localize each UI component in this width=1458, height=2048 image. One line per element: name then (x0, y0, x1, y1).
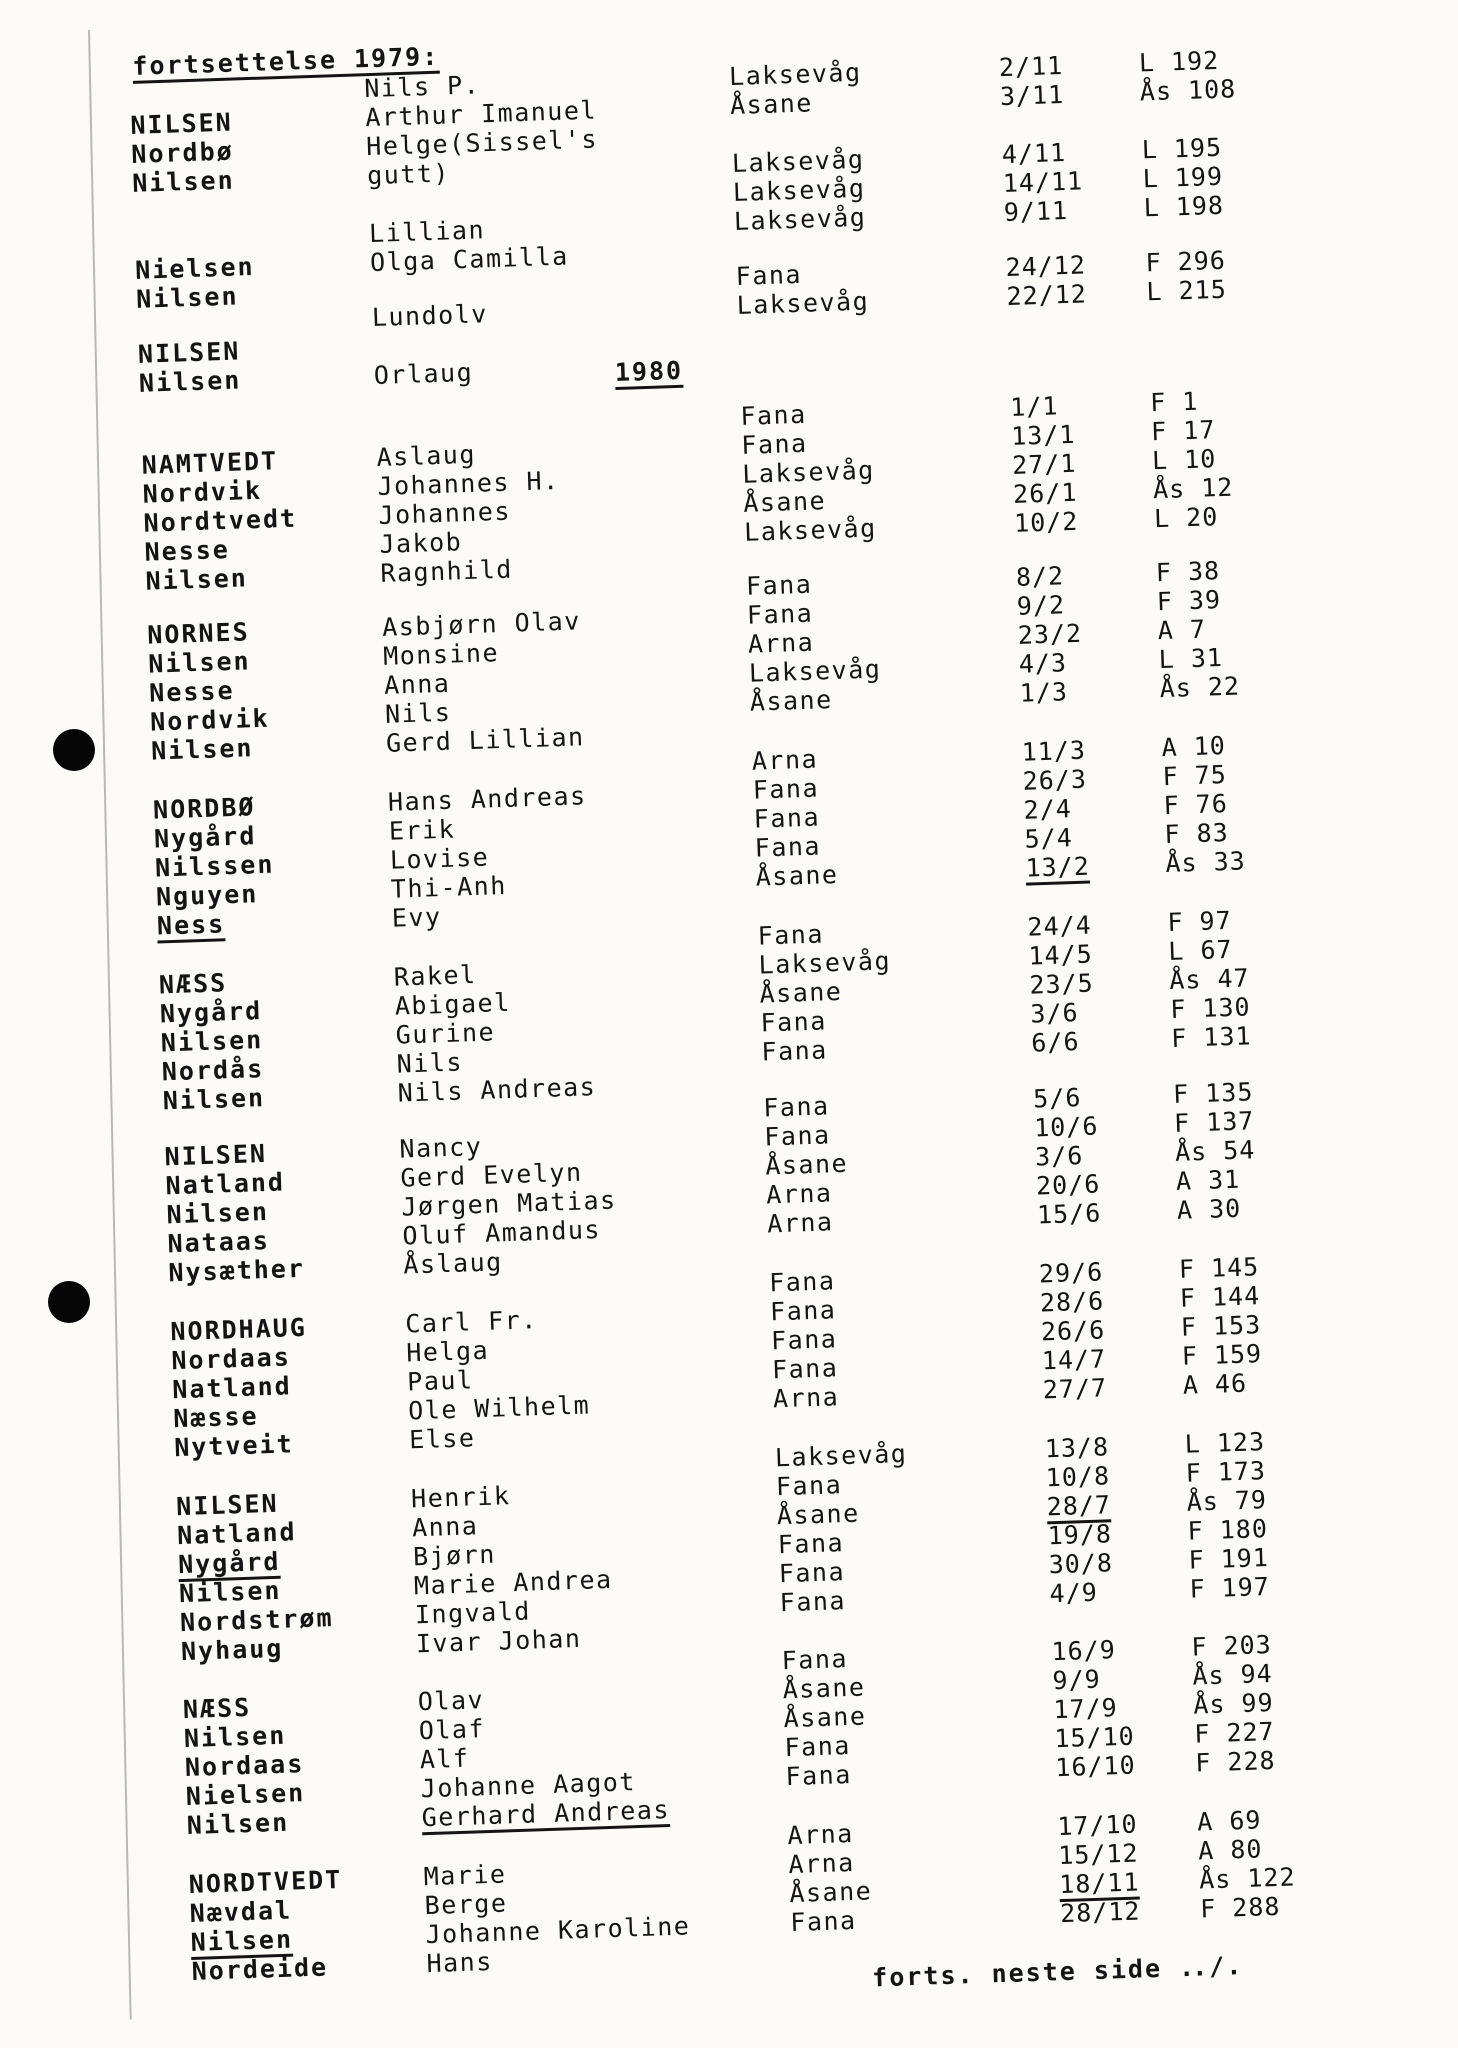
entry-surname: NILSEN (129, 107, 234, 140)
entry-register-ref: Ås 94 (1191, 1658, 1274, 1691)
entry-surname: Nilsen (178, 1575, 282, 1609)
entry-date: 26/3 (1022, 764, 1088, 796)
entry-register-ref: F 191 (1188, 1543, 1270, 1575)
entry-parish: Arna (787, 1818, 855, 1851)
entry-date: 9/2 (1016, 590, 1066, 621)
entry-register-ref: A 46 (1182, 1368, 1248, 1400)
entry-given-name: Else (408, 1423, 476, 1455)
entry-parish: Arna (787, 1847, 856, 1880)
entry-parish: Åsane (783, 1701, 867, 1734)
entry-given-name: Jakob (378, 527, 463, 559)
entry-given-name: Gerd Evelyn (400, 1157, 583, 1193)
entry-surname: Nilsen (190, 1925, 293, 1960)
entry-surname: Nordvik (142, 475, 263, 509)
entry-parish: Åsane (782, 1672, 866, 1705)
entry-given-name: Johannes H. (377, 465, 561, 501)
entry-surname: Nordaas (170, 1342, 292, 1376)
entry-date: 26/1 (1012, 477, 1078, 509)
heading-year-1980: 1980 (614, 356, 683, 390)
entry-parish: Laksevåg (743, 513, 878, 547)
entry-register-ref: A 7 (1157, 614, 1207, 646)
entry-surname: Nilssen (154, 849, 275, 883)
entry-register-ref: L 10 (1151, 444, 1217, 476)
entry-register-ref: F 83 (1164, 817, 1230, 850)
entry-given-name: Gerd Lillian (385, 722, 586, 758)
entry-register-ref: F 197 (1189, 1571, 1271, 1604)
entry-parish: Fana (762, 1091, 831, 1123)
footer-continued-text: forts. neste side . (871, 1952, 1197, 1993)
entry-surname: Nysæther (168, 1253, 306, 1288)
footer-continued-mark: ./. (1191, 1951, 1244, 1982)
entry-parish: Åsane (749, 685, 834, 717)
page-edge-line (88, 30, 132, 2020)
entry-given-name: Helga (405, 1335, 490, 1368)
entry-register-ref: L 20 (1153, 502, 1219, 534)
entry-parish: Laksevåg (728, 57, 862, 92)
entry-parish: Arna (747, 627, 815, 659)
entry-surname: NILSEN (137, 336, 241, 369)
entry-given-name: Olaf (418, 1714, 486, 1746)
entry-register-ref: Ås 12 (1152, 472, 1234, 505)
entry-register-ref: F 135 (1172, 1077, 1254, 1109)
entry-register-ref: F 144 (1179, 1281, 1261, 1313)
heading-continuation-1979: fortsettelse 1979: (132, 42, 440, 84)
entry-parish: Fana (785, 1759, 853, 1792)
entry-register-ref: F 76 (1163, 788, 1229, 821)
entry-parish: Arna (765, 1178, 833, 1210)
entry-register-ref: Ås 108 (1139, 74, 1237, 107)
entry-given-name: Evy (391, 902, 442, 933)
entry-date: 8/2 (1015, 561, 1065, 592)
entry-surname: NORDHAUG (169, 1312, 308, 1347)
entry-surname: NÆSS (158, 968, 228, 1000)
entry-date: 13/1 (1010, 419, 1076, 451)
entry-parish: Fana (789, 1905, 858, 1938)
entry-given-name: Hans Andreas (387, 781, 588, 817)
entry-date: 14/5 (1027, 939, 1094, 971)
entry-surname: Nordås (161, 1054, 265, 1087)
entry-surname: Nesse (148, 675, 235, 708)
entry-given-name: Marie (423, 1859, 507, 1892)
entry-date: 4/9 (1049, 1577, 1099, 1609)
entry-register-ref: A 69 (1196, 1805, 1262, 1837)
entry-date: 1/3 (1019, 677, 1069, 708)
entry-parish: Åsane (729, 88, 814, 121)
entry-register-ref: A 10 (1161, 730, 1227, 763)
entry-given-name: Olga Camilla (369, 241, 570, 278)
entry-surname: Nordvik (149, 703, 271, 737)
entry-surname: Natland (176, 1517, 297, 1551)
entry-date: 6/6 (1030, 1027, 1080, 1058)
entry-given-name: Bjørn (412, 1539, 497, 1572)
entry-register-ref: F 173 (1185, 1456, 1267, 1488)
entry-surname: NAMTVEDT (141, 446, 279, 480)
entry-surname: Nilsen (145, 563, 249, 596)
entry-date: 24/4 (1027, 910, 1093, 942)
entry-given-name: Ingvald (414, 1596, 532, 1630)
entry-parish: Laksevåg (731, 144, 865, 179)
entry-parish: Arna (751, 744, 819, 776)
entry-surname: Nordstrøm (179, 1603, 334, 1638)
entry-date: 14/11 (1002, 166, 1084, 199)
entry-given-name: Abigael (394, 987, 512, 1021)
entry-parish: Fana (754, 831, 822, 863)
entry-parish: Fana (779, 1586, 847, 1618)
entry-parish: Fana (770, 1324, 838, 1356)
entry-register-ref: L 192 (1138, 45, 1220, 78)
entry-surname: Nilsen (166, 1196, 270, 1230)
entry-register-ref: F 288 (1199, 1891, 1281, 1924)
entry-surname: NORNES (146, 617, 251, 650)
entry-date: 28/7 (1046, 1490, 1111, 1524)
entry-register-ref: F 131 (1170, 1021, 1252, 1053)
entry-surname: Natland (165, 1167, 286, 1201)
entry-parish: Fana (761, 1035, 829, 1067)
entry-date: 15/12 (1057, 1838, 1140, 1871)
entry-register-ref: F 38 (1155, 556, 1221, 588)
entry-surname: Nesse (144, 534, 231, 567)
entry-surname: NORDBØ (152, 792, 256, 825)
entry-register-ref: Ås 122 (1198, 1862, 1296, 1895)
entry-given-name: Anna (411, 1511, 479, 1543)
entry-date: 13/8 (1044, 1432, 1110, 1464)
entry-surname: Ness (157, 909, 226, 943)
entry-surname: Natland (171, 1371, 293, 1405)
register-list (128, 11, 1442, 2011)
entry-date: 23/5 (1028, 968, 1095, 1000)
entry-surname: Nilsen (150, 733, 254, 766)
entry-surname: Næsse (172, 1401, 260, 1434)
entry-date: 22/12 (1006, 279, 1088, 311)
entry-given-name: Berge (424, 1888, 508, 1921)
entry-date: 11/3 (1021, 735, 1087, 767)
entry-surname: Nilsen (162, 1083, 266, 1116)
entry-date: 15/6 (1036, 1198, 1102, 1230)
entry-given-name: Henrik (410, 1481, 511, 1514)
entry-parish: Fana (752, 773, 820, 805)
entry-register-ref: F 17 (1150, 415, 1216, 447)
entry-parish: Fana (763, 1120, 831, 1152)
entry-register-ref: L 199 (1142, 161, 1224, 194)
entry-register-ref: F 97 (1166, 905, 1233, 938)
entry-surname: Nordeide (191, 1952, 329, 1986)
entry-register-ref: Ås 33 (1164, 846, 1247, 879)
entry-date: 16/9 (1051, 1635, 1117, 1667)
punch-hole-bottom (48, 1281, 90, 1323)
entry-date: 15/10 (1053, 1721, 1136, 1754)
entry-date: 26/6 (1040, 1315, 1106, 1347)
entry-surname: Nilsen (131, 165, 236, 198)
entry-parish: Laksevåg (774, 1438, 908, 1473)
entry-surname: Nordaas (184, 1749, 305, 1783)
entry-surname: Nielsen (134, 251, 256, 285)
entry-parish: Fana (771, 1353, 839, 1385)
entry-register-ref: L 195 (1141, 132, 1223, 165)
entry-given-name: Monsine (382, 638, 500, 671)
entry-given-name: Nils Andreas (397, 1072, 597, 1108)
entry-given-name: Aslaug (376, 439, 477, 472)
entry-date: 27/7 (1042, 1373, 1108, 1405)
entry-surname: NILSEN (175, 1488, 279, 1522)
entry-surname: Nævdal (189, 1895, 293, 1928)
entry-surname: Nielsen (185, 1778, 306, 1812)
entry-parish: Fana (739, 399, 808, 431)
entry-date: 5/6 (1032, 1082, 1082, 1114)
entry-given-name: Åslaug (402, 1247, 504, 1280)
entry-given-name: Thi-Anh (390, 870, 508, 904)
entry-given-name: Lovise (389, 842, 490, 875)
entry-given-name: Helge(Sissel's (365, 124, 599, 162)
entry-register-ref: Ås 99 (1192, 1687, 1275, 1720)
entry-parish: Fana (768, 1266, 836, 1298)
entry-surname: NILSEN (164, 1139, 268, 1172)
entry-date: 5/4 (1024, 823, 1074, 854)
entry-parish: Fana (778, 1557, 846, 1589)
entry-parish: Fana (769, 1295, 837, 1327)
entry-parish: Arna (772, 1382, 840, 1414)
entry-given-name: Nancy (399, 1131, 483, 1164)
entry-register-ref: Ås 22 (1159, 671, 1241, 704)
entry-surname: Nytveit (173, 1429, 295, 1463)
entry-parish: Fana (775, 1470, 843, 1502)
entry-given-name: gutt) (366, 158, 451, 191)
entry-date: 23/2 (1017, 618, 1083, 650)
entry-surname: Nilsen (186, 1807, 290, 1841)
entry-parish: Fana (745, 569, 813, 601)
entry-parish: Arna (766, 1207, 834, 1239)
entry-date: 17/9 (1052, 1693, 1119, 1725)
entry-given-name: Nils P. (363, 70, 481, 104)
entry-register-ref: F 145 (1178, 1252, 1260, 1284)
entry-date: 24/12 (1005, 250, 1087, 283)
entry-register-ref: F 137 (1173, 1106, 1255, 1138)
entry-date: 9/9 (1052, 1664, 1102, 1696)
entry-parish: Laksevåg (733, 202, 867, 236)
entry-register-ref: F 203 (1190, 1629, 1273, 1662)
entry-register-ref: L 215 (1146, 274, 1228, 307)
entry-parish: Åsane (759, 976, 843, 1009)
entry-date: 16/10 (1054, 1750, 1137, 1783)
entry-surname: Nygård (178, 1547, 281, 1582)
entry-parish: Åsane (776, 1498, 861, 1531)
entry-register-ref: Ås 54 (1174, 1135, 1256, 1167)
entry-given-name: Johanne Aagot (420, 1767, 637, 1804)
entry-register-ref: A 30 (1176, 1193, 1242, 1225)
entry-given-name: Gerhard Andreas (421, 1795, 670, 1835)
entry-parish: Laksevåg (732, 173, 866, 208)
entry-given-name: Carl Fr. (404, 1305, 539, 1339)
entry-register-ref: Ås 79 (1186, 1485, 1268, 1517)
entry-given-name: Ragnhild (379, 554, 514, 588)
entry-register-ref: L 31 (1158, 643, 1224, 675)
entry-surname: Nygård (159, 996, 263, 1029)
entry-given-name: Marie Andrea (413, 1564, 614, 1601)
entry-register-ref: F 227 (1193, 1716, 1276, 1749)
entry-register-ref: F 228 (1194, 1745, 1277, 1778)
entry-register-ref: L 198 (1143, 190, 1225, 223)
entry-given-name: Lundolv (371, 299, 489, 333)
entry-given-name: Arthur Imanuel (364, 95, 598, 133)
entry-date: 2/4 (1023, 794, 1073, 825)
entry-parish: Fana (781, 1644, 849, 1676)
entry-register-ref: Ås 47 (1168, 963, 1251, 995)
entry-parish: Fana (746, 598, 814, 630)
entry-surname: Nordtvedt (143, 503, 298, 538)
entry-parish: Fana (777, 1528, 845, 1560)
entry-parish: Laksevåg (758, 946, 892, 980)
entry-given-name: Asbjørn Olav (381, 606, 582, 642)
entry-date: 13/2 (1025, 852, 1090, 886)
entry-register-ref: L 67 (1167, 934, 1234, 966)
entry-register-ref: F 180 (1187, 1514, 1269, 1546)
entry-register-ref: F 75 (1162, 759, 1228, 792)
entry-date: 28/6 (1039, 1286, 1105, 1318)
entry-date: 30/8 (1048, 1548, 1114, 1580)
entry-given-name: Olav (417, 1685, 485, 1717)
entry-date: 3/6 (1034, 1140, 1084, 1172)
entry-date: 2/11 (998, 51, 1064, 83)
entry-surname: Nygård (153, 821, 257, 854)
entry-parish: Fana (740, 428, 809, 460)
entry-given-name: Jørgen Matias (400, 1185, 617, 1222)
entry-register-ref: L 123 (1184, 1427, 1266, 1459)
entry-parish: Åsane (755, 859, 839, 892)
entry-date: 14/7 (1041, 1344, 1107, 1376)
entry-surname: Nordbø (130, 136, 235, 169)
entry-given-name: Paul (406, 1365, 474, 1397)
entry-date: 4/3 (1018, 648, 1068, 679)
entry-parish: Fana (753, 802, 821, 834)
entry-given-name: Gurine (395, 1017, 496, 1050)
entry-given-name: Rakel (393, 959, 478, 992)
entry-surname: Nilsen (138, 365, 242, 398)
entry-parish: Laksevåg (741, 455, 876, 489)
entry-date: 4/11 (1001, 137, 1067, 170)
entry-date: 10/6 (1033, 1111, 1099, 1143)
entry-given-name: Lillian (368, 215, 486, 249)
entry-date: 19/8 (1047, 1519, 1113, 1551)
entry-surname: Nilsen (147, 646, 252, 679)
entry-given-name: Johanne Karoline (425, 1911, 691, 1950)
entry-date: 27/1 (1011, 448, 1077, 480)
entry-register-ref: F 159 (1181, 1339, 1263, 1371)
entry-date: 10/8 (1045, 1461, 1111, 1493)
entry-parish: Åsane (764, 1148, 849, 1181)
entry-register-ref: F 153 (1180, 1310, 1262, 1342)
entry-register-ref: F 130 (1169, 992, 1252, 1024)
entry-surname: Nguyen (155, 879, 259, 912)
entry-date: 10/2 (1013, 506, 1079, 538)
entry-surname: NORDTVEDT (188, 1864, 343, 1899)
entry-date: 3/6 (1029, 998, 1080, 1029)
entry-given-name: Alf (419, 1743, 470, 1775)
entry-surname: Nilsen (135, 281, 239, 314)
entry-parish: Fana (757, 919, 825, 951)
entry-surname: NÆSS (182, 1692, 252, 1725)
entry-given-name: Ivar Johan (415, 1623, 582, 1659)
entry-parish: Laksevåg (736, 286, 870, 320)
entry-date: 28/12 (1059, 1896, 1141, 1929)
entry-register-ref: F 296 (1145, 245, 1227, 278)
entry-register-ref: A 31 (1175, 1164, 1241, 1196)
entry-given-name: Ole Wilhelm (407, 1390, 591, 1426)
entry-parish: Laksevåg (748, 654, 882, 688)
entry-given-name: Anna (383, 668, 451, 700)
entry-given-name: Nils (396, 1047, 464, 1079)
entry-date: 3/11 (999, 79, 1065, 112)
entry-given-name: Hans (426, 1946, 494, 1979)
entry-register-ref: F 39 (1156, 585, 1222, 617)
entry-parish: Fana (784, 1730, 852, 1763)
entry-date: 18/11 (1059, 1867, 1140, 1902)
punch-hole-top (53, 729, 95, 771)
entry-given-name: Oluf Amandus (401, 1214, 602, 1251)
entry-register-ref: F 1 (1149, 386, 1199, 418)
entry-given-name: Orlaug (373, 357, 474, 391)
entry-date: 20/6 (1035, 1169, 1101, 1201)
entry-given-name: Johannes (378, 496, 512, 530)
entry-surname: Nataas (167, 1225, 271, 1259)
entry-parish: Åsane (742, 486, 827, 518)
entry-surname: Nilsen (160, 1025, 264, 1058)
entry-surname: Nyhaug (180, 1633, 284, 1667)
entry-surname: Nilsen (183, 1720, 287, 1754)
entry-date: 9/11 (1003, 195, 1069, 228)
entry-register-ref: A 80 (1197, 1834, 1263, 1866)
entry-parish: Fana (735, 259, 803, 291)
entry-date: 17/10 (1056, 1809, 1139, 1842)
entry-given-name: Erik (388, 814, 456, 846)
entry-date: 1/1 (1009, 391, 1059, 422)
entry-parish: Fana (760, 1006, 828, 1038)
entry-parish: Åsane (788, 1876, 873, 1909)
entry-given-name: Nils (384, 697, 452, 729)
entry-date: 29/6 (1038, 1257, 1104, 1289)
